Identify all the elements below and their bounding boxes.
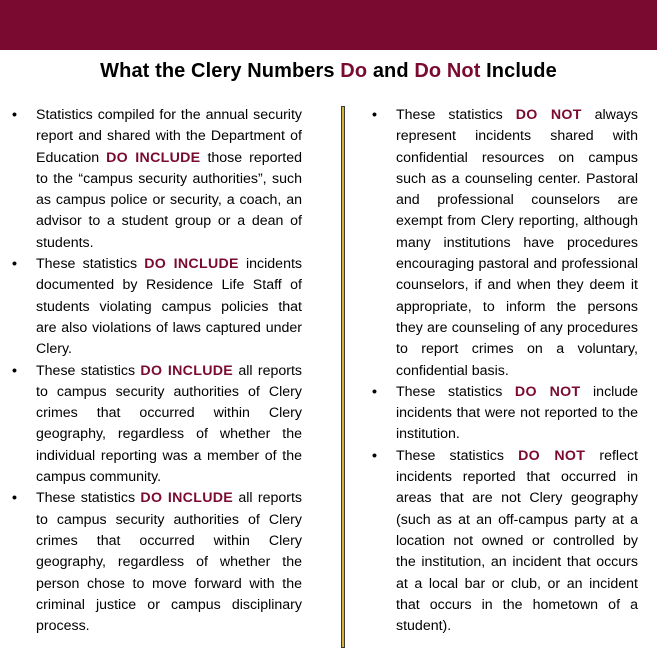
item-keyword: DO NOT xyxy=(514,383,581,400)
list-item xyxy=(12,105,302,254)
title-do-not: Do Not xyxy=(414,60,481,82)
title-part-2: Include xyxy=(480,60,557,82)
title-and: and xyxy=(367,60,415,82)
left-column xyxy=(12,105,302,637)
item-text: These statistics xyxy=(36,362,141,379)
item-text: include incidents that were not reported to the institution. xyxy=(396,383,638,443)
item-text: These statistics xyxy=(36,256,145,273)
list-item xyxy=(12,488,302,637)
list-item xyxy=(12,254,302,360)
item-text: These statistics xyxy=(396,107,516,123)
item-text: These statistics xyxy=(396,383,515,400)
item-text: reflect incidents reported that occurred in areas that are not Clery geography (such as at an off-campus party at a location not owned or controlled by the institution, an incident that occurs at a local bar or club, or an incident that occurs in the hometown of a student). xyxy=(396,447,638,635)
item-text: These statistics xyxy=(396,447,519,464)
title-part-1: What the Clery Numbers xyxy=(100,60,341,82)
right-column xyxy=(372,105,638,637)
column-divider xyxy=(341,106,345,648)
bullet-icon: • xyxy=(372,107,377,123)
item-text: all reports to campus security authorities of Clery crimes that occurred within Clery geography, regardless of whether the person chose to move forward with the criminal justice or campus disciplinary process. xyxy=(36,490,303,635)
list-item xyxy=(372,105,638,382)
list-item xyxy=(372,382,638,446)
page-title xyxy=(0,60,657,83)
item-text: These statistics xyxy=(36,490,141,507)
bullet-icon: • xyxy=(12,490,17,507)
item-keyword: DO NOT xyxy=(515,107,582,123)
item-text: always represent incidents shared with confidential resources on campus such as a counseling center. Pastoral and professional counselors are exempt from Clery reporting, although many institutions have procedures encouraging pastoral and professional counselors, if and when they deem it appropriate, to inform the persons they are counseling of any procedures to report crimes on a voluntary, confidential basis. xyxy=(396,107,638,379)
item-keyword: DO INCLUDE xyxy=(106,149,201,166)
do-include-list xyxy=(12,105,302,637)
item-keyword: DO NOT xyxy=(518,447,586,464)
header-banner xyxy=(0,0,657,50)
bullet-icon: • xyxy=(12,362,17,379)
bullet-icon: • xyxy=(12,256,17,273)
bullet-icon: • xyxy=(372,447,377,464)
item-text: Statistics compiled for the annual security report and shared with the Department of Education xyxy=(36,107,302,166)
item-text: all reports to campus security authorities of Clery crimes that occurred within Clery geography, regardless of whether the individual reporting was a member of the campus community. xyxy=(36,362,303,486)
bullet-icon: • xyxy=(12,107,17,123)
title-do: Do xyxy=(340,60,368,82)
bullet-icon: • xyxy=(372,383,377,400)
list-item xyxy=(372,446,638,638)
item-keyword: DO INCLUDE xyxy=(140,490,234,507)
list-item xyxy=(12,361,302,489)
item-text: those reported to the “campus security authorities”, such as campus police or security, a coach, an advisor to a student group or a dean of students. xyxy=(36,149,303,251)
item-text: incidents documented by Residence Life Staff of students violating campus policies that are also violations of laws captured under Clery. xyxy=(36,256,302,358)
do-not-include-list xyxy=(372,105,638,637)
item-keyword: DO INCLUDE xyxy=(140,362,234,379)
item-keyword: DO INCLUDE xyxy=(144,256,239,273)
